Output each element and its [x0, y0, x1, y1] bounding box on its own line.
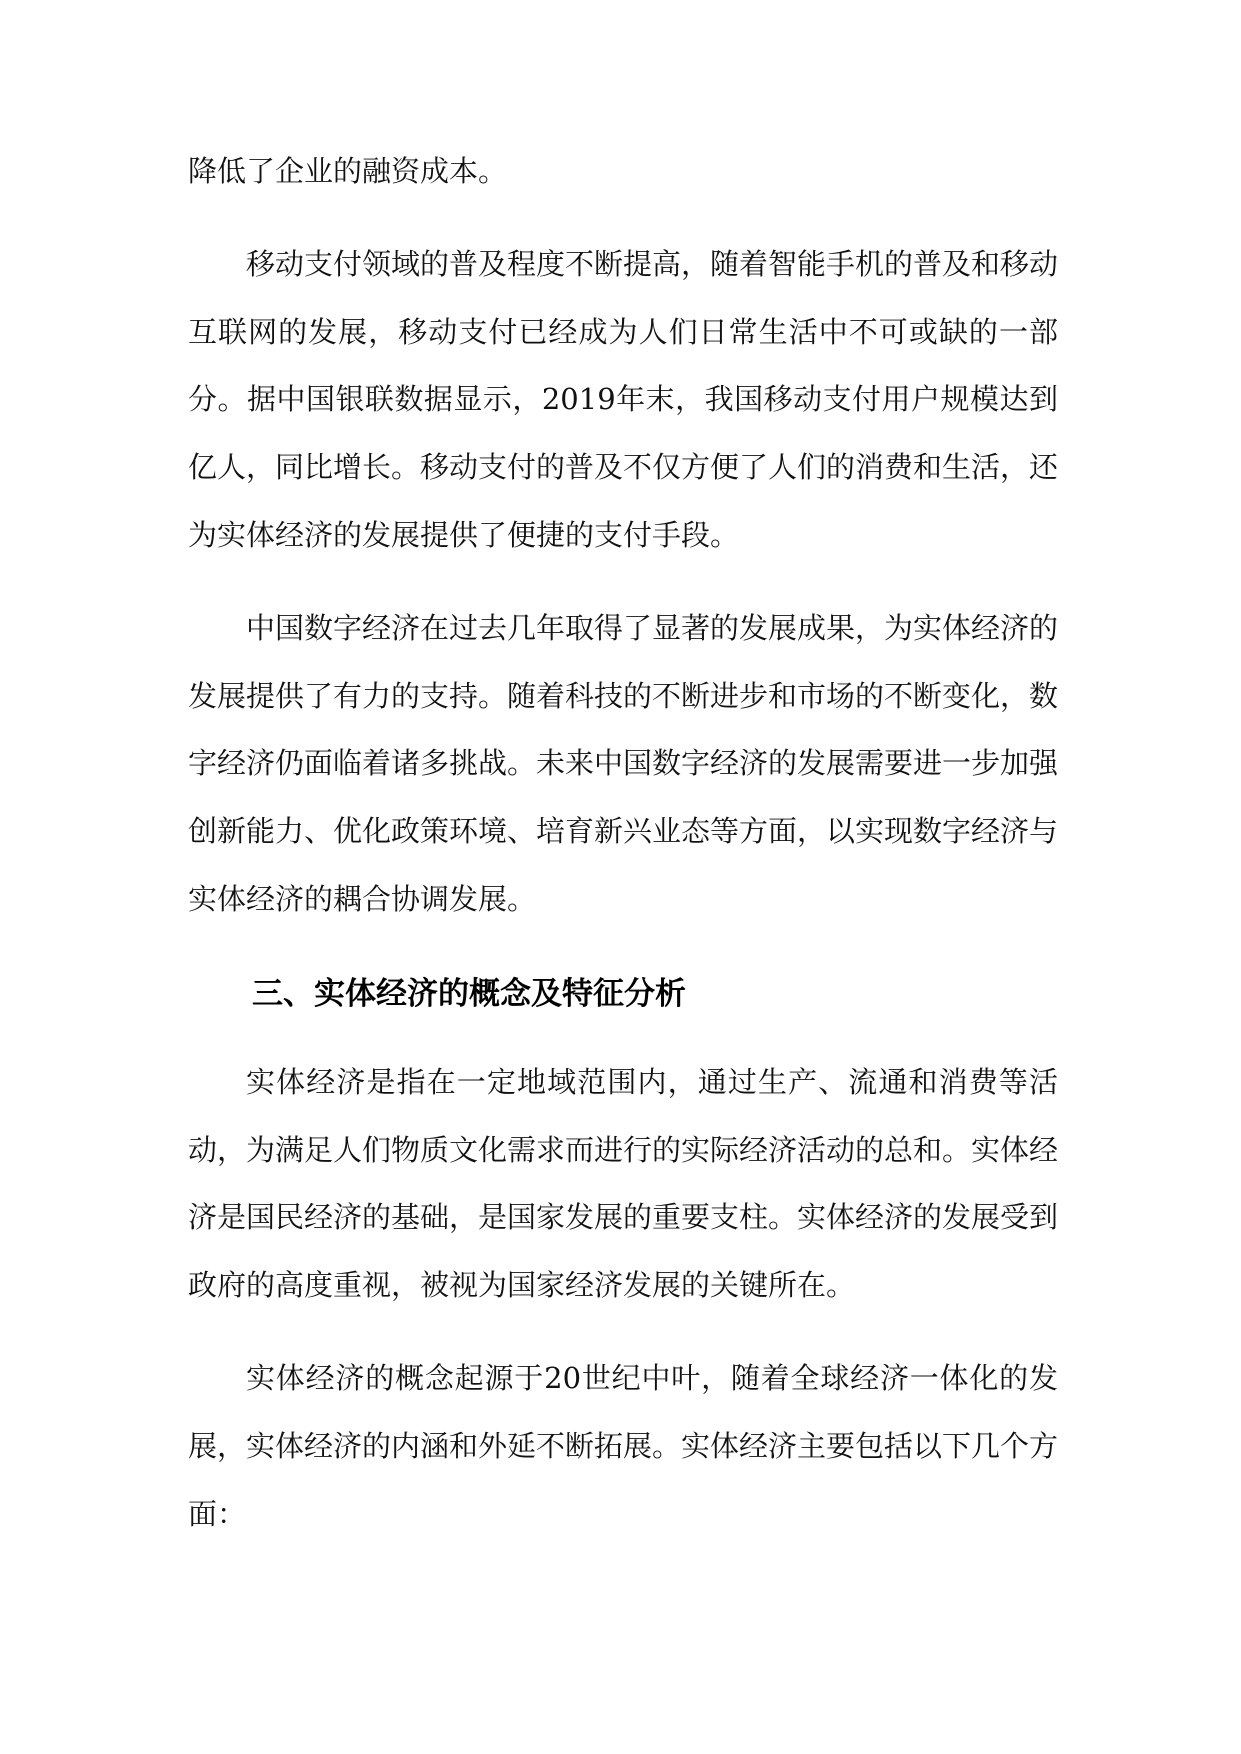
- paragraph-digital-economy-summary: 中国数字经济在过去几年取得了显著的发展成果，为实体经济的发展提供了有力的支持。随着科技的不断进步和市场的不断变化，数字经济仍面临着诸多挑战。未来中国数字经济的发展需要进一步加强创新能力、优化政策环境、培育新兴业态等方面，以实现数字经济与实体经济的耦合协调发展。: [188, 610, 1059, 916]
- paragraph-real-economy-origin: 实体经济的概念起源于20世纪中叶，随着全球经济一体化的发展，实体经济的内涵和外延不断拓展。实体经济主要包括以下几个方面：: [188, 1360, 1059, 1531]
- section-heading: 三、实体经济的概念及特征分析: [252, 975, 686, 1012]
- document-body: [188, 138, 1058, 1573]
- paragraph-mobile-payment: 移动支付领域的普及程度不断提高，随着智能手机的普及和移动互联网的发展，移动支付已经成为人们日常生活中不可或缺的一部分。据中国银联数据显示，2019年末，我国移动支付用户规模达到亿人，同比增长。移动支付的普及不仅方便了人们的消费和生活，还为实体经济的发展提供了便捷的支付手段。: [188, 246, 1059, 552]
- paragraph-real-economy-definition: 实体经济是指在一定地域范围内，通过生产、流通和消费等活动，为满足人们物质文化需求而进行的实际经济活动的总和。实体经济是国民经济的基础，是国家发展的重要支柱。实体经济的发展受到政府的高度重视，被视为国家经济发展的关键所在。: [188, 1064, 1059, 1303]
- paragraph-continuation: 降低了企业的融资成本。: [188, 154, 508, 188]
